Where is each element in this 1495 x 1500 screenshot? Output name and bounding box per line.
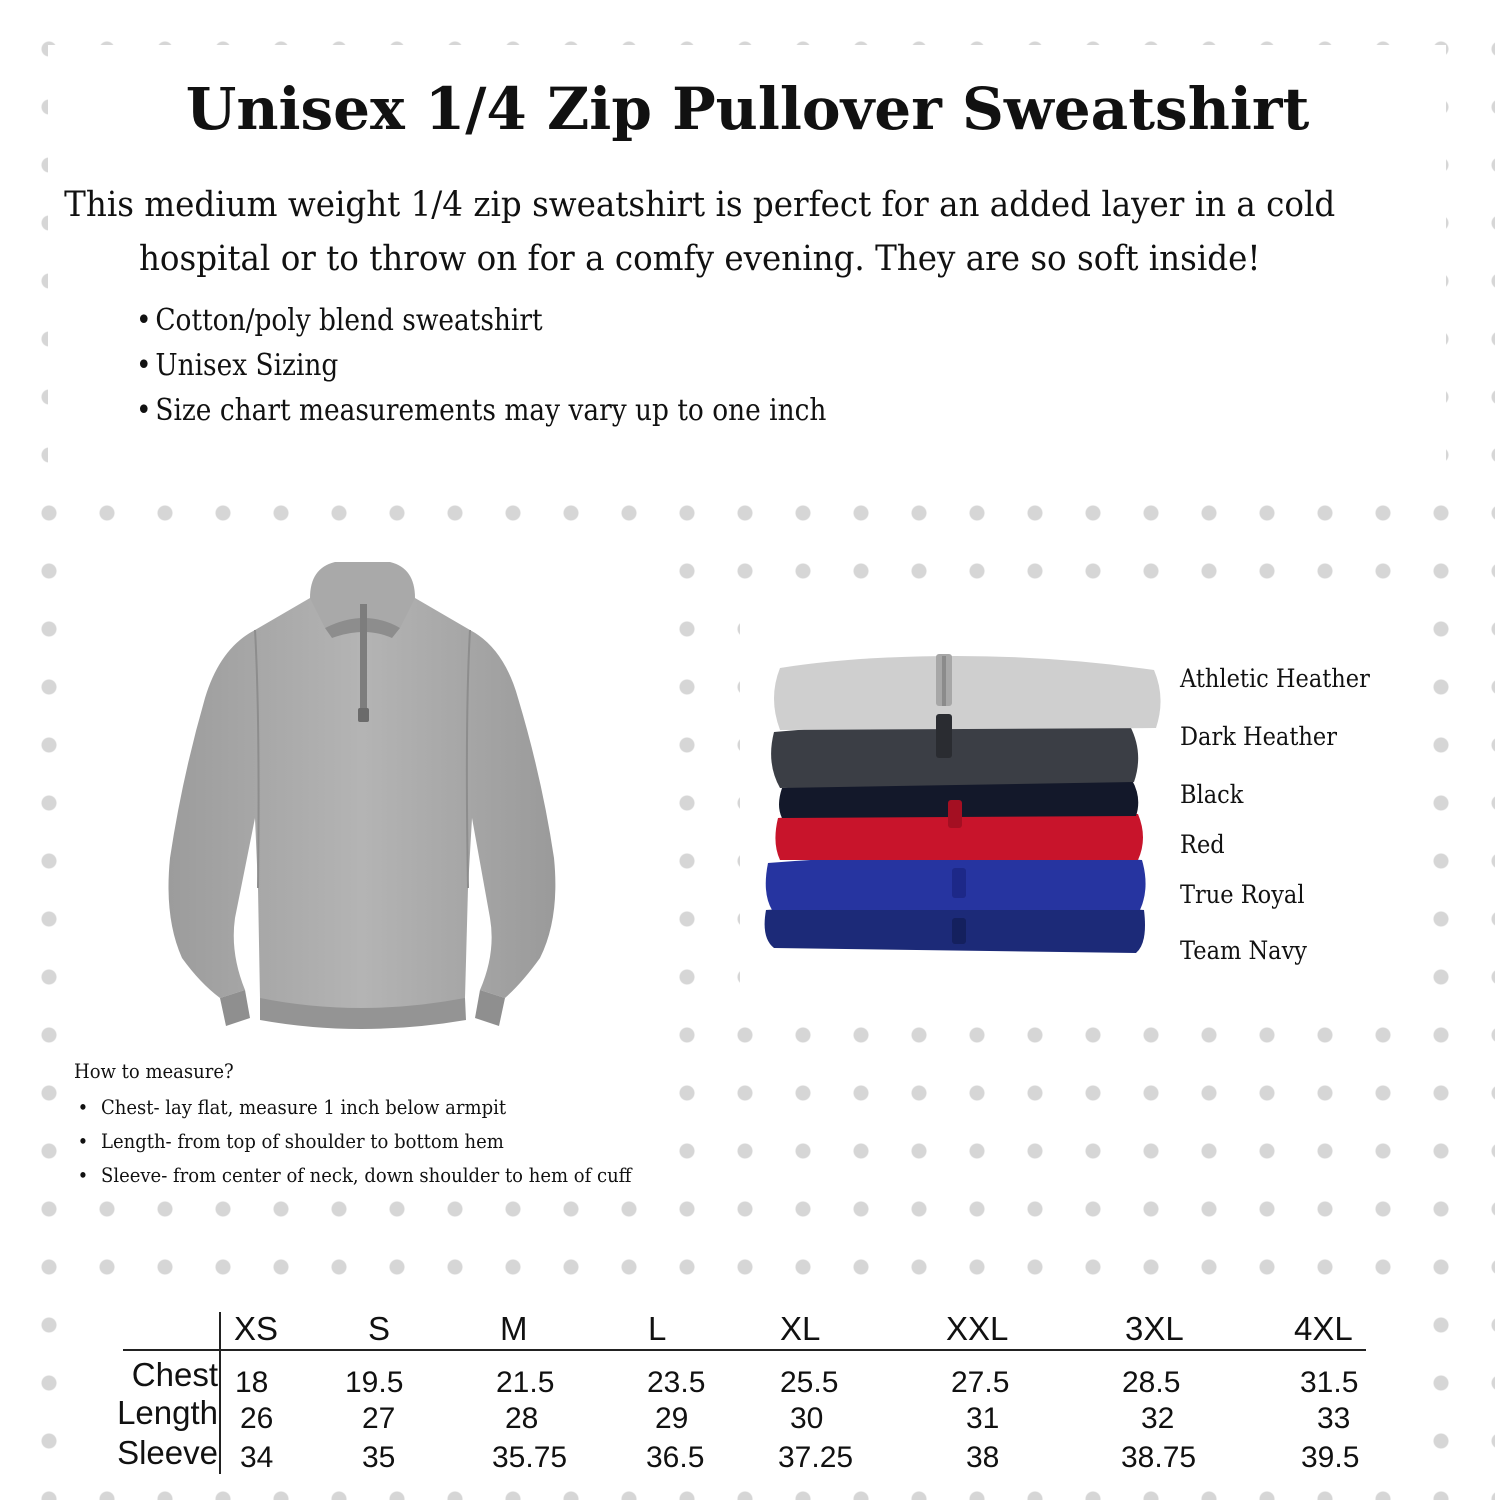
size-header: XL: [780, 1310, 821, 1347]
color-label: True Royal: [1180, 880, 1305, 909]
how-to-measure-title: How to measure?: [74, 1059, 234, 1083]
table-cell: 34: [240, 1441, 274, 1474]
table-cell: 28: [505, 1402, 539, 1435]
table-cell: 28.5: [1122, 1366, 1181, 1399]
table-cell: 26: [240, 1402, 274, 1435]
feature-item: • Cotton/poly blend sweatshirt: [136, 298, 826, 343]
table-cell: 18: [235, 1366, 269, 1399]
row-label-sleeve: Sleeve: [117, 1434, 218, 1471]
table-cell: 32: [1141, 1402, 1175, 1435]
row-label-chest: Chest: [131, 1356, 218, 1393]
table-cell: 37.25: [778, 1441, 854, 1474]
size-header: 4XL: [1294, 1310, 1353, 1347]
size-header: XS: [234, 1310, 279, 1347]
table-cell: 29: [655, 1402, 689, 1435]
feature-list: [136, 298, 826, 433]
table-cell: 38: [966, 1441, 1000, 1474]
feature-item: • Size chart measurements may vary up to one inch: [136, 388, 826, 433]
page-title: Unisex 1/4 Zip Pullover Sweatshirt: [185, 75, 1310, 143]
table-cell: 31.5: [1300, 1366, 1359, 1399]
table-cell: 25.5: [780, 1366, 839, 1399]
row-label-length: Length: [117, 1394, 218, 1431]
table-cell: 33: [1317, 1402, 1351, 1435]
feature-item: • Unisex Sizing: [136, 343, 826, 388]
size-chart-panel: [90, 1300, 1400, 1480]
measure-item: • Sleeve- from center of neck, down shoulder to hem of cuff: [74, 1158, 631, 1192]
color-stack-image: [756, 648, 1166, 963]
table-cell: 35: [362, 1441, 396, 1474]
table-cell: 38.75: [1121, 1441, 1197, 1474]
measure-item: • Length- from top of shoulder to bottom hem: [74, 1124, 631, 1158]
table-cell: 19.5: [345, 1366, 404, 1399]
color-label: Athletic Heather: [1180, 664, 1370, 693]
bullet-icon: •: [77, 1095, 89, 1119]
how-to-measure-list: [74, 1090, 631, 1192]
color-label: Team Navy: [1180, 936, 1308, 965]
table-cell: 21.5: [496, 1366, 555, 1399]
color-label: Dark Heather: [1180, 722, 1337, 751]
size-header: 3XL: [1125, 1310, 1184, 1347]
bullet-icon: •: [77, 1129, 89, 1153]
table-cell: 23.5: [647, 1366, 706, 1399]
bullet-icon: •: [77, 1163, 89, 1187]
table-cell: 30: [790, 1402, 824, 1435]
product-description: This medium weight 1/4 zip sweatshirt is perfect for an added layer in a cold hospital or to throw on for a comfy evening. They are so soft inside!: [64, 185, 1336, 279]
how-to-measure: [74, 1056, 631, 1192]
size-header: S: [368, 1310, 391, 1347]
table-cell: 36.5: [646, 1441, 705, 1474]
table-cell: 39.5: [1301, 1441, 1360, 1474]
bullet-icon: •: [136, 393, 152, 428]
size-header: XXL: [946, 1310, 1009, 1347]
table-cell: 27.5: [951, 1366, 1010, 1399]
table-cell: 35.75: [492, 1441, 568, 1474]
color-label: Black: [1180, 780, 1244, 809]
color-label: Red: [1180, 830, 1225, 859]
size-header: L: [648, 1310, 667, 1347]
table-cell: 27: [362, 1402, 396, 1435]
bullet-icon: •: [136, 348, 152, 383]
size-header: M: [500, 1310, 528, 1347]
bullet-icon: •: [136, 303, 152, 338]
table-cell: 31: [966, 1402, 1000, 1435]
measure-item: • Chest- lay flat, measure 1 inch below armpit: [74, 1090, 631, 1124]
sweatshirt-image: [160, 558, 565, 1033]
